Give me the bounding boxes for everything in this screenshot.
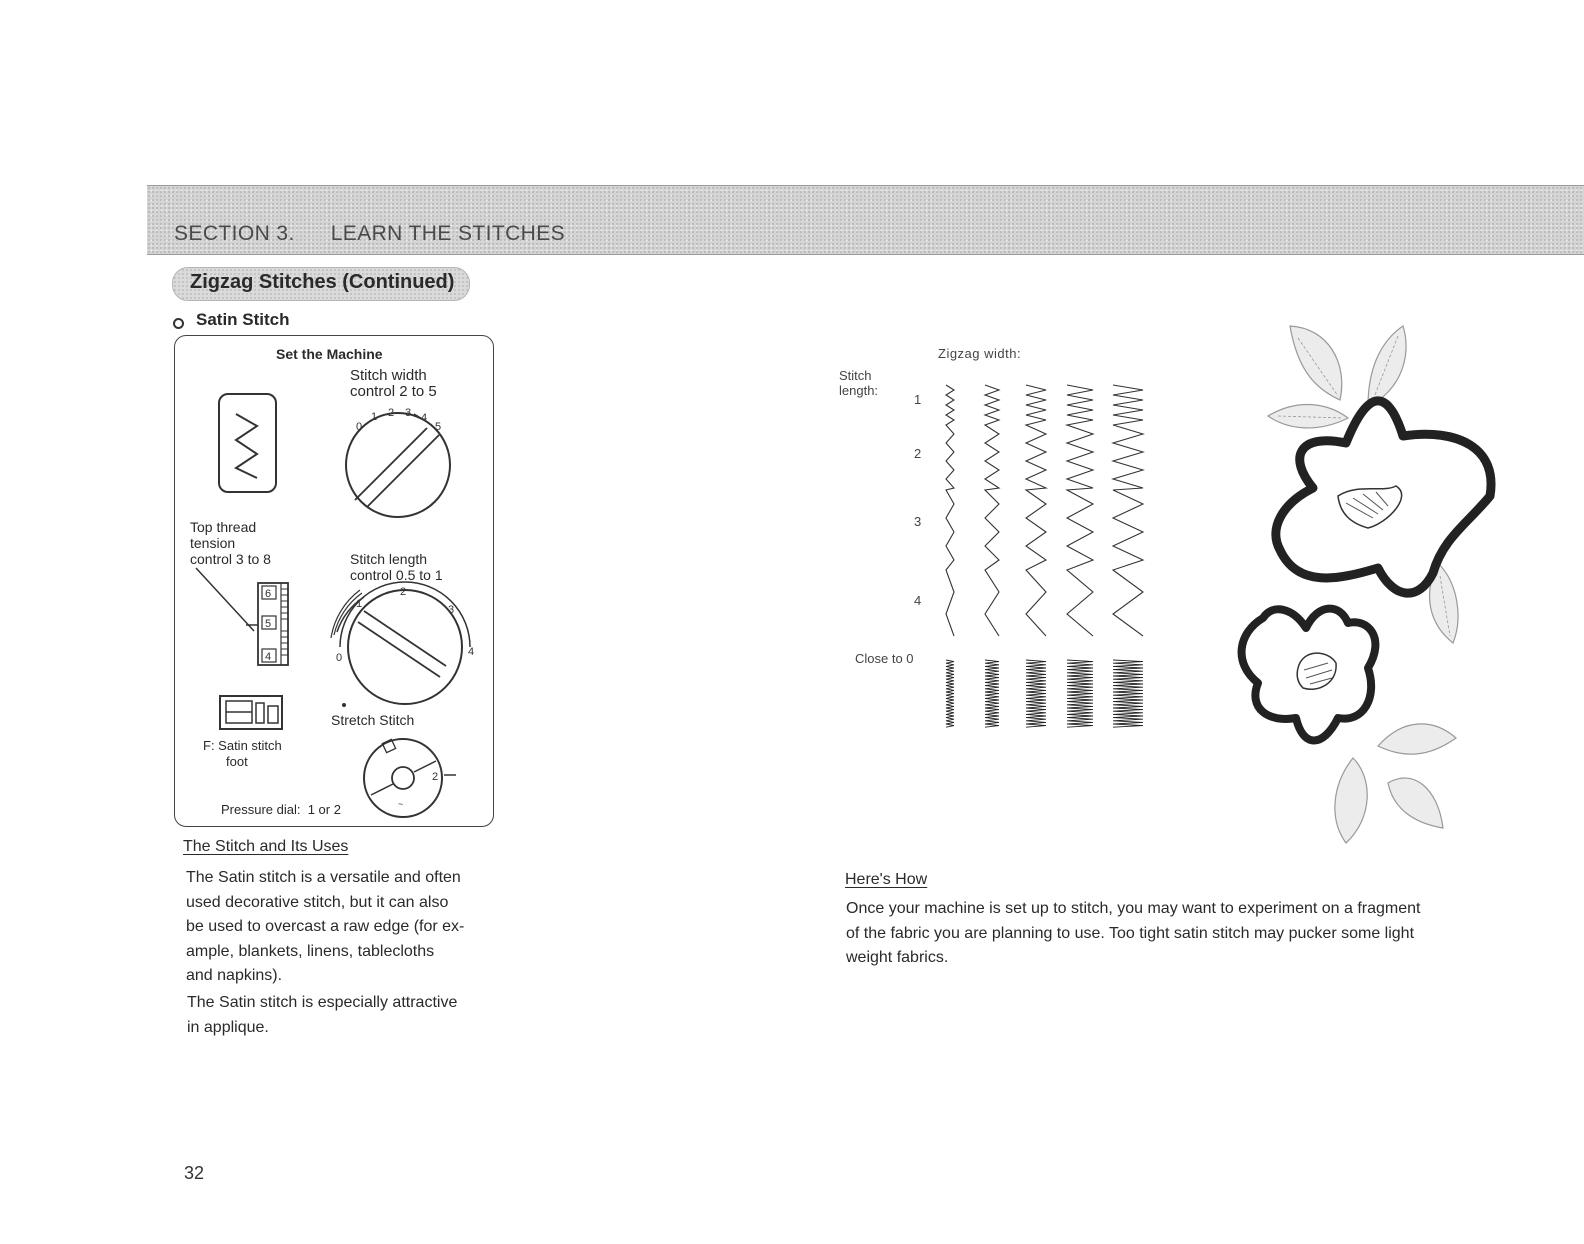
uses-p1-line: be used to overcast a raw edge (for ex-: [186, 918, 465, 935]
satin-sample-block: [1067, 660, 1093, 727]
satin-sample-block: [1026, 660, 1046, 727]
satin-sample-block: [946, 660, 954, 727]
stitch-sample-chart: [930, 370, 1170, 735]
how-line: Once your machine is set up to stitch, you may want to experiment on a fragment: [846, 900, 1421, 917]
uses-paragraph-2: [187, 991, 507, 1040]
row-label-close-to-0: Close to 0: [855, 651, 914, 666]
uses-p1-line: and napkins).: [186, 967, 283, 984]
how-line: of the fabric you are planning to use. Too tight satin stitch may pucker some light: [846, 924, 1415, 942]
pressure-label: Pressure dial: 1 or 2: [221, 802, 341, 817]
foot-label-line1: F: Satin stitch: [203, 738, 282, 753]
how-line: weight fabrics.: [846, 949, 949, 966]
stitch-length-dial: [331, 582, 470, 707]
length-label-line1: Stitch length: [350, 551, 428, 567]
row-label-4: 4: [914, 593, 922, 608]
width-tick-0: 0: [356, 421, 363, 433]
uses-paragraph-1: [186, 866, 506, 989]
tension-number-4: 4: [265, 651, 272, 663]
pressure-tick: 2: [432, 771, 439, 783]
zigzag-pattern-icon: [219, 394, 276, 492]
satin-foot-icon: [220, 696, 282, 729]
width-tick-4: 4: [421, 412, 428, 424]
length-tick-1: 1: [356, 598, 363, 610]
satin-sample-block: [1113, 660, 1143, 727]
page-number: 32: [184, 1163, 205, 1183]
uses-p1-line: used decorative stitch, but it can also: [186, 893, 449, 911]
lower-flower: [1242, 609, 1376, 741]
row-label-3: 3: [914, 514, 922, 529]
row-label-2: 2: [914, 446, 922, 461]
length-tick-4: 4: [468, 646, 475, 658]
uses-heading: The Stitch and Its Uses: [183, 838, 349, 855]
how-paragraph: [846, 897, 1526, 971]
row-label-1: 1: [914, 392, 922, 407]
stitch-length-label-line1: Stitch: [839, 368, 872, 383]
length-tick-2: 2: [400, 586, 407, 598]
stitch-sample-column: [946, 385, 954, 636]
uses-p1-line: The Satin stitch is a versatile and often: [186, 869, 461, 886]
bullet-icon: [173, 318, 184, 329]
width-tick-3: 3: [405, 407, 412, 419]
satin-sample-block: [985, 660, 999, 727]
how-heading: Here's How: [845, 871, 928, 888]
stitch-sample-column: [985, 385, 999, 636]
stitch-length-label-line2: length:: [839, 383, 879, 398]
tension-number-6: 6: [265, 588, 272, 600]
subheading: Zigzag Stitches (Continued): [190, 271, 455, 293]
tension-number-5: 5: [265, 618, 272, 630]
length-label-line2: control 0.5 to 1: [350, 567, 443, 583]
section-name: LEARN THE STITCHES: [330, 222, 566, 245]
upper-flower: [1276, 401, 1491, 593]
width-tick-5: 5: [435, 421, 442, 433]
stitch-sample-column: [1067, 385, 1093, 636]
zigzag-width-label: Zigzag width:: [938, 346, 1022, 361]
length-tick-0: 0: [336, 652, 343, 664]
tension-label-line2: tension: [190, 535, 236, 551]
width-tick-1: 1: [371, 411, 378, 423]
uses-p2-line: in applique.: [187, 1018, 269, 1036]
width-label-line2: control 2 to 5: [350, 383, 437, 400]
width-tick-2: 2: [388, 407, 395, 419]
section-number: SECTION 3.: [174, 222, 295, 245]
stretch-stitch-label: Stretch Stitch: [331, 712, 415, 728]
satin-stitch-heading: Satin Stitch: [196, 310, 290, 329]
flower-applique-illustration: [1228, 318, 1498, 850]
uses-p1-line: ample, blankets, linens, tablecloths: [186, 942, 435, 960]
svg-text:~: ~: [398, 799, 404, 809]
stitch-sample-column: [1026, 385, 1046, 636]
tension-control: [196, 568, 288, 665]
uses-p2-line: The Satin stitch is especially attractive: [187, 994, 458, 1011]
stitch-sample-column: [1113, 385, 1143, 636]
length-tick-3: 3: [448, 604, 455, 616]
width-label-line1: Stitch width: [350, 367, 427, 384]
pressure-dial: [364, 739, 456, 817]
tension-label-line1: Top thread: [190, 519, 257, 535]
set-machine-title: Set the Machine: [276, 346, 383, 362]
section-title: [174, 222, 565, 246]
foot-label-line2: foot: [226, 754, 248, 769]
tension-label-line3: control 3 to 8: [190, 551, 271, 567]
stitch-length-label: [839, 368, 878, 398]
lower-leaves: [1335, 724, 1456, 843]
